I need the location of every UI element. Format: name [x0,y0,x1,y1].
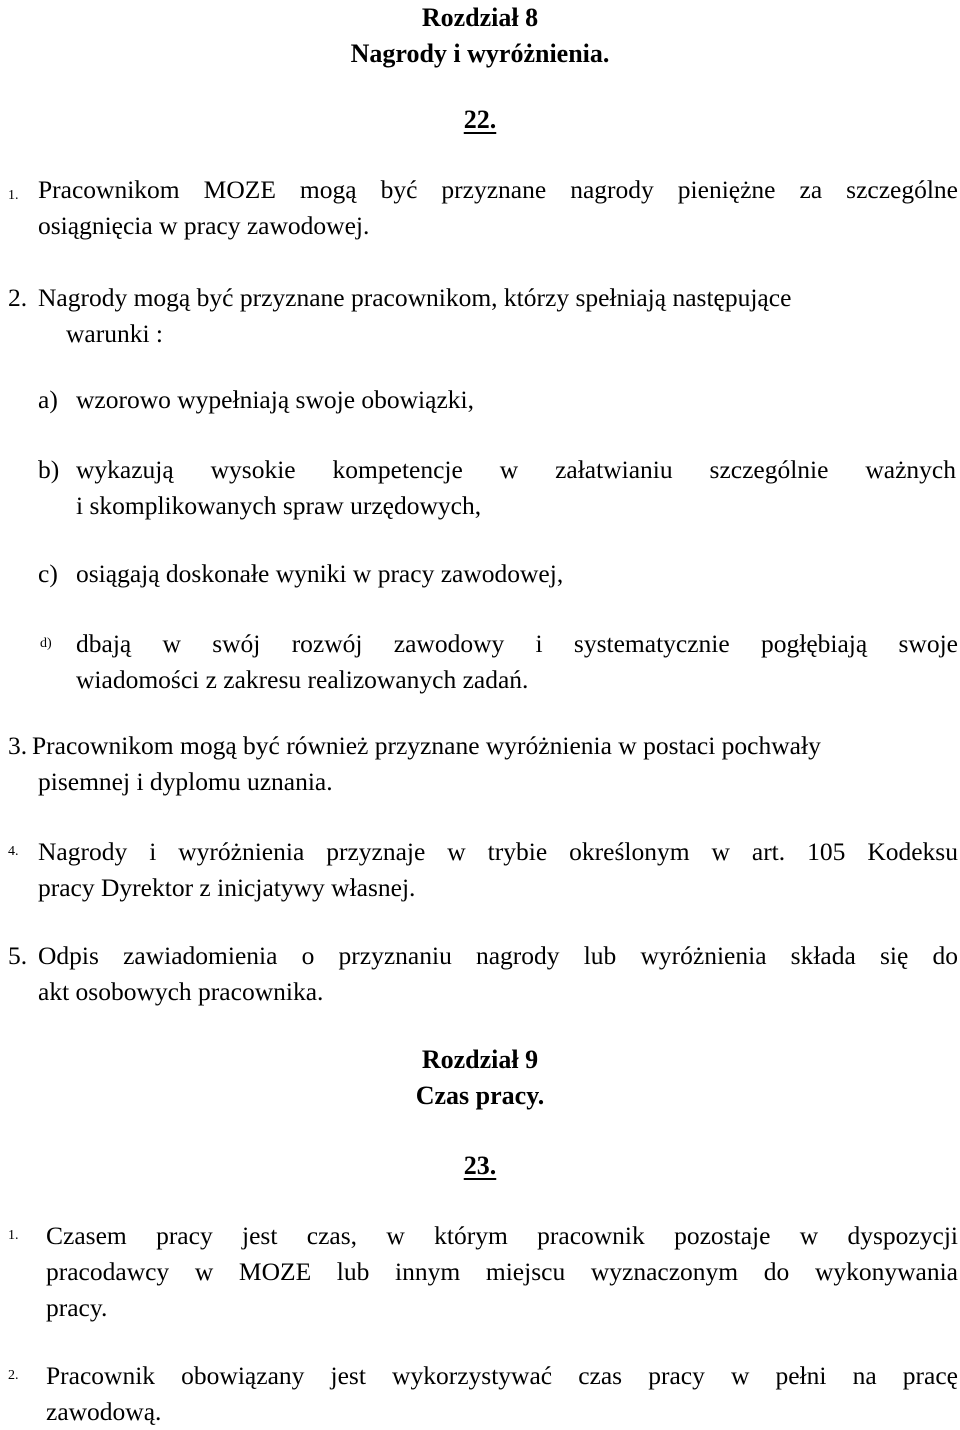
paragraph-line: i skomplikowanych spraw urzędowych, [76,491,482,520]
paragraph-line: osiągają doskonałe wyniki w pracy zawodowej, [76,559,564,588]
paragraph-4 [38,834,958,906]
section-number: 22. [463,105,497,134]
paragraph-line: dbają w swój rozwój zawodowy i systematycznie pogłębiają swoje [76,629,958,658]
section-22-heading [0,102,960,138]
paragraph-line: Nagrody i wyróżnienia przyznaje w trybie określonym w art. 105 Kodeksu [38,837,958,866]
paragraph-5 [38,938,958,1010]
section-number: 23. [463,1151,497,1180]
paragraph-ch9-1 [46,1218,958,1326]
item-letter: b) [38,455,60,484]
item-number: 1. [8,1228,19,1243]
chapter-9-title: Rozdział 9 [421,1045,539,1074]
paragraph-1 [38,172,958,244]
paragraph-line: pisemnej i dyplomu uznania. [38,767,333,796]
chapter-8-subtitle: Nagrody i wyróżnienia. [350,39,610,68]
paragraph-line: Nagrody mogą być przyznane pracownikom, którzy spełniają następujące [38,283,792,312]
paragraph-line: warunki : [66,319,164,348]
list-item-a [76,382,956,418]
item-letter: a) [38,385,58,414]
paragraph-line: Odpis zawiadomienia o przyznaniu nagrody lub wyróżnienia składa się do [38,941,958,970]
list-item-d [76,626,958,698]
paragraph-line: Pracownikom MOZE mogą być przyznane nagrody pieniężne za szczególne [38,175,958,204]
chapter-9-subtitle: Czas pracy. [415,1081,545,1110]
paragraph-line: Pracownik obowiązany jest wykorzystywać czas pracy w pełni na pracę [46,1361,958,1390]
paragraph-line: Pracownikom mogą być również przyznane wyróżnienia w postaci pochwały [32,731,821,760]
paragraph-3 [32,728,952,800]
paragraph-line: pracy. [46,1293,108,1322]
paragraph-line: zawodową. [46,1397,162,1426]
item-letter: d) [40,636,52,651]
paragraph-line: pracodawcy w MOZE lub innym miejscu wyznaczonym do wykonywania [46,1257,958,1286]
item-number: 4. [8,844,19,859]
list-item-b [76,452,956,524]
paragraph-line: pracy Dyrektor z inicjatywy własnej. [38,873,416,902]
item-number: 2. [8,1368,19,1383]
paragraph-line: akt osobowych pracownika. [38,977,324,1006]
item-number: 3. [8,731,28,760]
paragraph-2 [38,280,958,352]
item-number: 1. [8,188,19,203]
item-number: 5. [8,941,28,970]
paragraph-ch9-2 [46,1358,958,1430]
paragraph-line: osiągnięcia w pracy zawodowej. [38,211,370,240]
list-item-c [76,556,956,592]
paragraph-line: wykazują wysokie kompetencje w załatwianiu szczególnie ważnych [76,455,956,484]
item-number: 2. [8,283,28,312]
item-letter: c) [38,559,58,588]
paragraph-line: wiadomości z zakresu realizowanych zadań. [76,665,529,694]
paragraph-line: Czasem pracy jest czas, w którym pracownik pozostaje w dyspozycji [46,1221,958,1250]
section-23-heading [0,1148,960,1184]
paragraph-line: wzorowo wypełniają swoje obowiązki, [76,385,474,414]
chapter-8-title: Rozdział 8 [421,3,539,32]
